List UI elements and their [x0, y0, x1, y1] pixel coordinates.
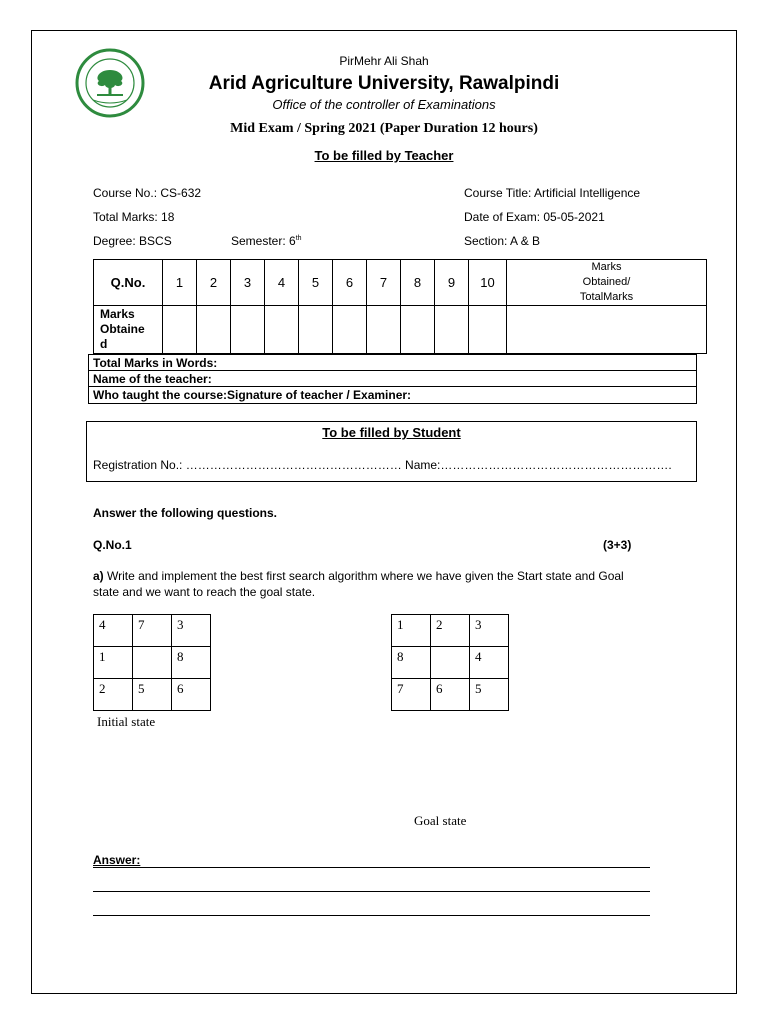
section: Section: A & B — [464, 234, 541, 248]
student-box — [86, 421, 697, 482]
university-name: Arid Agriculture University, Rawalpindi — [208, 73, 560, 94]
teacher-signature: Who taught the course:Signature of teacher / Examiner: — [93, 388, 412, 402]
date-of-exam: Date of Exam: 05-05-2021 — [464, 210, 605, 224]
puzzle-cell: 3 — [172, 615, 211, 647]
question-col-4: 4 — [265, 260, 299, 306]
marks-cell[interactable] — [469, 306, 507, 354]
course-title: Course Title: Artificial Intelligence — [464, 186, 641, 200]
institute-line: PirMehr Ali Shah — [339, 54, 429, 68]
instruction: Answer the following questions. — [93, 506, 278, 520]
marks-cell[interactable] — [367, 306, 401, 354]
marks-cell[interactable] — [265, 306, 299, 354]
question-col-8: 8 — [401, 260, 435, 306]
goal-state-caption: Goal state — [414, 813, 467, 828]
answer-line[interactable] — [93, 891, 650, 892]
marks-total-cell[interactable] — [507, 306, 707, 354]
q1a-letter: a) — [93, 569, 104, 583]
question-col-7: 7 — [367, 260, 401, 306]
q1-marks: (3+3) — [603, 538, 632, 552]
puzzle-cell: 7 — [133, 615, 172, 647]
puzzle-cell: 2 — [94, 679, 133, 711]
obtained-header-line1: Marks — [591, 261, 622, 273]
row-label-line3: d — [100, 337, 108, 351]
answer-line[interactable] — [93, 915, 650, 916]
marks-cell[interactable] — [333, 306, 367, 354]
teacher-name: Name of the teacher: — [89, 371, 696, 387]
marks-cell[interactable] — [231, 306, 265, 354]
puzzle-cell: 8 — [392, 647, 431, 679]
marks-table — [93, 259, 707, 354]
puzzle-cell — [431, 647, 470, 679]
puzzle-cell: 4 — [470, 647, 509, 679]
marks-cell[interactable] — [401, 306, 435, 354]
semester — [231, 234, 302, 248]
teacher-heading: To be filled by Teacher — [314, 148, 454, 163]
question-col-2: 2 — [197, 260, 231, 306]
obtained-header — [507, 260, 707, 306]
puzzle-cell: 3 — [470, 615, 509, 647]
q1a-line1 — [93, 569, 624, 583]
total-marks: Total Marks: 18 — [93, 210, 175, 224]
puzzle-cell: 2 — [431, 615, 470, 647]
obtained-header-line2: Obtained/ — [582, 276, 631, 288]
row-label-line2: Obtaine — [100, 322, 145, 336]
question-col-6: 6 — [333, 260, 367, 306]
q1a-text: Write and implement the best first search algorithm where we have given the Start state and Goal — [103, 569, 624, 583]
semester-sup: th — [295, 235, 302, 242]
marks-cell[interactable] — [163, 306, 197, 354]
puzzle-cell: 6 — [172, 679, 211, 711]
question-col-9: 9 — [435, 260, 469, 306]
marks-cell[interactable] — [197, 306, 231, 354]
question-col-1: 1 — [163, 260, 197, 306]
marks-obtained-label — [94, 306, 163, 354]
marks-cell[interactable] — [299, 306, 333, 354]
initial-state-grid — [93, 614, 211, 711]
obtained-header-line3: TotalMarks — [579, 291, 634, 303]
exam-title: Mid Exam / Spring 2021 (Paper Duration 12 hours) — [230, 121, 538, 136]
puzzle-cell: 4 — [94, 615, 133, 647]
goal-state-grid — [391, 614, 509, 711]
registration-line: Registration No.: ……………………………………………… Name:…………………………………………………. — [93, 458, 672, 472]
course-no: Course No.: CS-632 — [93, 186, 202, 200]
qno-header: Q.No. — [94, 260, 163, 306]
degree: Degree: BSCS — [93, 234, 172, 248]
puzzle-cell: 8 — [172, 647, 211, 679]
question-col-10: 10 — [469, 260, 507, 306]
q1-label: Q.No.1 — [93, 538, 132, 552]
row-label-line1: Marks — [100, 307, 135, 321]
answer-label: Answer: — [93, 853, 141, 867]
puzzle-cell: 5 — [470, 679, 509, 711]
initial-state-caption: Initial state — [97, 714, 156, 729]
teacher-info-box — [88, 354, 697, 404]
answer-line[interactable] — [93, 867, 650, 868]
puzzle-cell: 7 — [392, 679, 431, 711]
semester-label: Semester: 6 — [231, 234, 296, 248]
puzzle-cell: 1 — [392, 615, 431, 647]
puzzle-cell — [133, 647, 172, 679]
q1a-line2: state and we want to reach the goal state. — [93, 585, 316, 599]
puzzle-cell: 1 — [94, 647, 133, 679]
puzzle-cell: 5 — [133, 679, 172, 711]
marks-cell[interactable] — [435, 306, 469, 354]
student-heading: To be filled by Student — [322, 425, 461, 440]
question-col-3: 3 — [231, 260, 265, 306]
total-marks-in-words: Total Marks in Words: — [89, 355, 696, 371]
question-col-5: 5 — [299, 260, 333, 306]
puzzle-cell: 6 — [431, 679, 470, 711]
office-name: Office of the controller of Examinations — [272, 97, 496, 112]
